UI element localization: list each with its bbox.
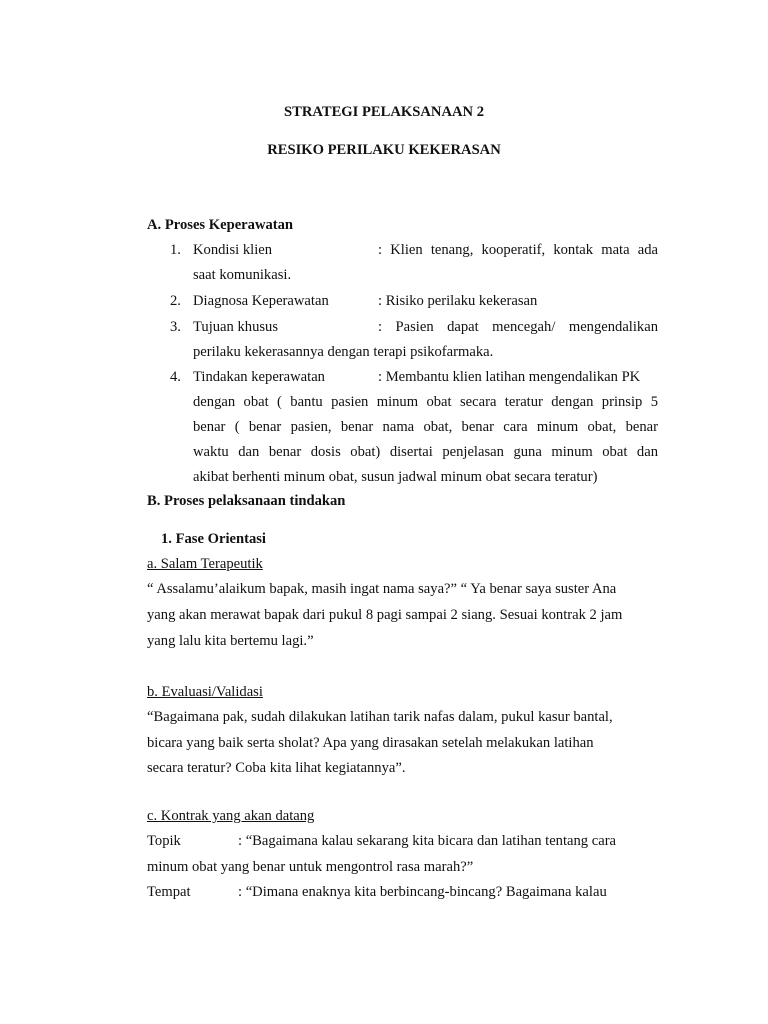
topik-continuation: minum obat yang benar untuk mengontrol rasa marah?” — [147, 859, 474, 875]
item-1-label: Kondisi klien — [193, 242, 273, 258]
kontrak-heading: c. Kontrak yang akan datang — [147, 808, 315, 824]
item-2-label: Diagnosa Keperawatan — [193, 293, 329, 309]
evaluasi-line: secara teratur? Coba kita lihat kegiatannya”. — [147, 760, 406, 776]
item-3-continuation: perilaku kekerasannya dengan terapi psikofarmaka. — [193, 344, 494, 360]
document-subtitle: RESIKO PERILAKU KEKERASAN — [267, 142, 501, 158]
section-b-heading: B. Proses pelaksanaan tindakan — [147, 493, 346, 509]
topik-value: : “Bagaimana kalau sekarang kita bicara dan latihan tentang cara — [238, 833, 617, 849]
salam-line: yang akan merawat bapak dari pukul 8 pagi sampai 2 siang. Sesuai kontrak 2 jam — [147, 607, 623, 623]
salam-line: “ Assalamu’alaikum bapak, masih ingat nama saya?” “ Ya benar saya suster Ana — [147, 581, 617, 597]
item-1-continuation: saat komunikasi. — [193, 267, 292, 283]
item-1-number: 1. — [170, 242, 181, 258]
document-title: STRATEGI PELAKSANAAN 2 — [283, 104, 485, 120]
item-4-value: : Membantu klien latihan mengendalikan PK — [378, 369, 641, 385]
salam-line: yang lalu kita bertemu lagi.” — [147, 633, 314, 649]
evaluasi-line: bicara yang baik serta sholat? Apa yang dirasakan setelah melakukan latihan — [147, 735, 594, 751]
item-2-number: 2. — [170, 293, 181, 309]
evaluasi-line: “Bagaimana pak, sudah dilakukan latihan tarik nafas dalam, pukul kasur bantal, — [147, 709, 613, 725]
item-2-value: : Risiko perilaku kekerasan — [378, 293, 538, 309]
salam-heading: a. Salam Terapeutik — [147, 556, 263, 572]
topik-label: Topik — [147, 833, 181, 849]
item-4-continuation: akibat berhenti minum obat, susun jadwal minum obat secara teratur) — [193, 469, 598, 485]
phase-heading: 1. Fase Orientasi — [161, 531, 266, 547]
evaluasi-heading: b. Evaluasi/Validasi — [147, 684, 263, 700]
item-3-value: : Pasien dapat mencegah/ mengendalikan — [378, 319, 658, 335]
item-3-number: 3. — [170, 319, 181, 335]
item-4-label: Tindakan keperawatan — [193, 369, 325, 385]
item-4-continuation: benar ( benar pasien, benar nama obat, benar cara minum obat, benar — [193, 419, 658, 435]
tempat-label: Tempat — [147, 884, 191, 900]
item-4-number: 4. — [170, 369, 181, 385]
section-a-heading: A. Proses Keperawatan — [147, 217, 294, 233]
tempat-value: : “Dimana enaknya kita berbincang-bincang? Bagaimana kalau — [238, 884, 607, 900]
item-4-continuation: waktu dan benar dosis obat) disertai penjelasan guna minum obat dan — [193, 444, 658, 460]
item-4-continuation: dengan obat ( bantu pasien minum obat secara teratur dengan prinsip 5 — [193, 394, 658, 410]
item-3-label: Tujuan khusus — [193, 319, 279, 335]
item-1-value: : Klien tenang, kooperatif, kontak mata ada — [378, 242, 658, 258]
